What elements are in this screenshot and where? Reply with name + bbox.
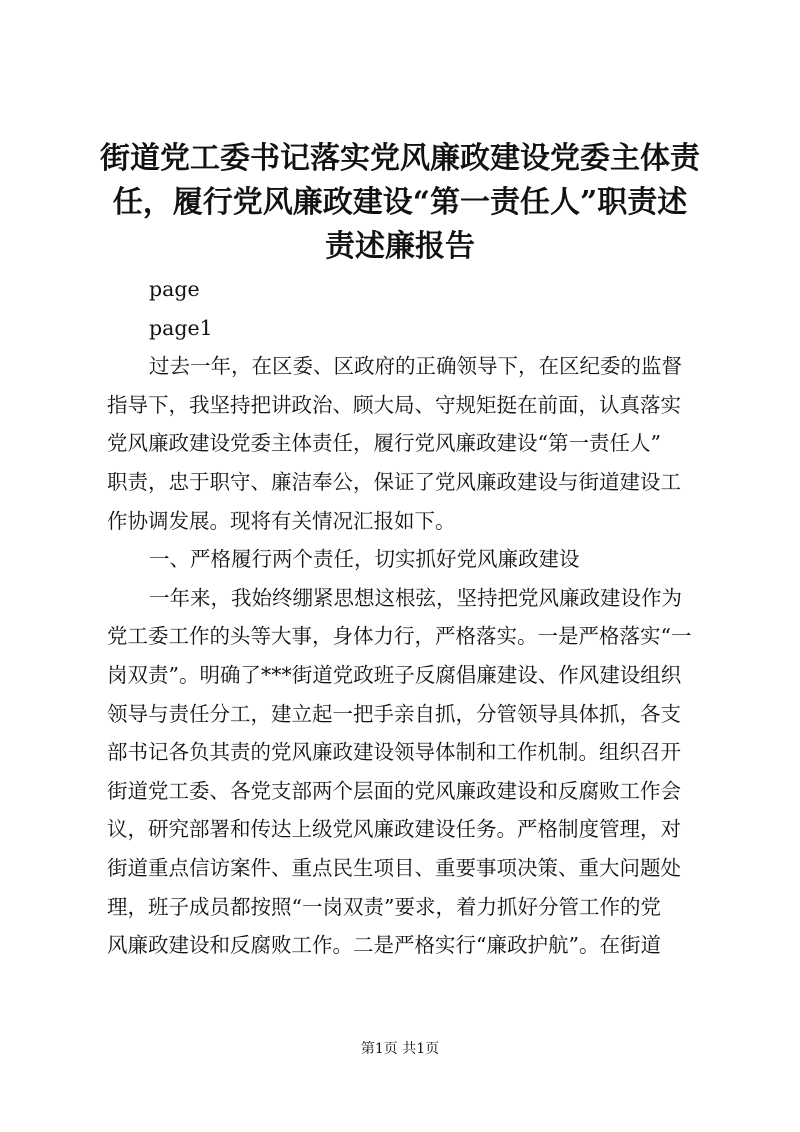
text-line: page1 xyxy=(149,315,213,340)
text-line: 一年来，我始终绷紧思想这根弦，坚持把党风廉政建设作为 xyxy=(149,585,682,610)
paragraph-page1-label xyxy=(107,309,707,348)
paragraph-intro xyxy=(107,347,707,540)
text-line: 过去一年，在区委、区政府的正确领导下，在区纪委的监督 xyxy=(149,354,682,379)
text-line: page xyxy=(149,277,200,301)
text-line: 议，研究部署和传达上级党风廉政建设任务。严格制度管理，对 xyxy=(107,817,681,842)
document-body xyxy=(107,270,707,965)
paragraph-section-one xyxy=(107,579,707,965)
text-line: 党工委工作的头等大事，身体力行，严格落实。一是严格落实“一 xyxy=(107,624,692,649)
text-line: 风廉政建设和反腐败工作。二是严格实行“廉政护航”。在街道 xyxy=(107,933,661,958)
title-line: 街道党工委书记落实党风廉政建设党委主体责 xyxy=(100,141,700,176)
title-line: 责述廉报告 xyxy=(325,229,475,264)
page-footer: 第1页 共1页 xyxy=(360,1041,440,1057)
text-line: 岗双责”。明确了***街道党政班子反腐倡廉建设、作风建设组织 xyxy=(107,662,682,687)
text-line: 一、严格履行两个责任，切实抓好党风廉政建设 xyxy=(149,547,580,572)
text-line: 领导与责任分工，建立起一把手亲自抓，分管领导具体抓，各支 xyxy=(107,701,681,726)
document-title xyxy=(90,137,710,269)
text-line: 职责，忠于职守、廉洁奉公，保证了党风廉政建设与街道建设工 xyxy=(107,469,681,494)
paragraph-page-label xyxy=(107,270,707,309)
text-line: 作协调发展。现将有关情况汇报如下。 xyxy=(107,508,456,533)
text-line: 理，班子成员都按照“一岗双责”要求，着力抓好分管工作的党 xyxy=(107,894,661,919)
text-line: 街道重点信访案件、重点民生项目、重要事项决策、重大问题处 xyxy=(107,855,681,880)
text-line: 指导下，我坚持把讲政治、顾大局、守规矩挺在前面，认真落实 xyxy=(107,392,681,417)
text-line: 街道党工委、各党支部两个层面的党风廉政建设和反腐败工作会 xyxy=(107,778,681,803)
text-line: 部书记各负其责的党风廉政建设领导体制和工作机制。组织召开 xyxy=(107,740,681,765)
section-heading xyxy=(107,540,707,579)
title-line: 任，履行党风廉政建设“第一责任人”职责述 xyxy=(112,185,688,220)
text-line: 党风廉政建设党委主体责任，履行党风廉政建设“第一责任人” xyxy=(107,431,661,456)
